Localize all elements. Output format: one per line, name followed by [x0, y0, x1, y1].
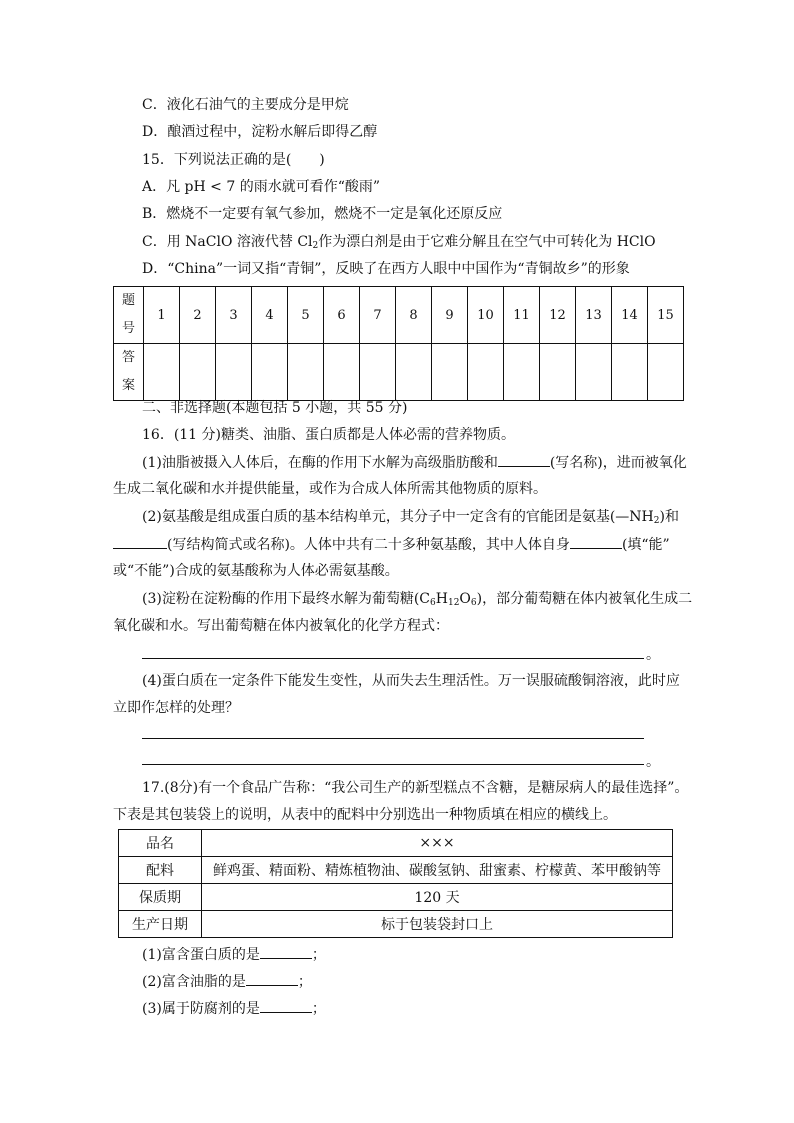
q17-stem-line1: 17.(8分)有一个食品广告称：“我公司生产的新型糕点不含糖，是糖尿病人的最佳选择”。 [142, 780, 689, 796]
table-value: 鲜鸡蛋、精面粉、精炼植物油、碳酸氢钠、甜蜜素、柠檬黄、苯甲酸钠等 [202, 857, 673, 884]
answer-cell[interactable] [576, 344, 612, 401]
answer-cell[interactable] [648, 344, 684, 401]
table-row [119, 911, 673, 938]
q16-stem: 16．(11 分)糖类、油脂、蛋白质都是人体必需的营养物质。 [142, 427, 516, 443]
section2-title: 二、非选择题(本题包括 5 小题，共 55 分) [142, 400, 408, 416]
q16-part4-line2: 立即作怎样的处理？ [113, 700, 239, 716]
q16-part2-line3: 或“不能”)合成的氨基酸称为人体必需氨基酸。 [113, 563, 399, 579]
answer-cell[interactable] [396, 344, 432, 401]
answer-line[interactable] [142, 738, 644, 739]
table-row [119, 857, 673, 884]
q16-part2-line2: (写结构简式或名称)。人体中共有二十多种氨基酸，其中人体自身 (填“能” [113, 534, 670, 555]
answer-cell[interactable] [324, 344, 360, 401]
q15-option-a: A．凡 pH < 7 的雨水就可看作“酸雨” [142, 179, 381, 195]
table-value: ××× [202, 830, 673, 857]
q14-option-d: D．酿酒过程中，淀粉水解后即得乙醇 [142, 124, 378, 140]
q16-part1-line1: (1)油脂被摄入人体后，在酶的作用下水解为高级脂肪酸和 (写名称)，进而被氧化 [142, 452, 687, 473]
answer-number: 6 [324, 287, 360, 344]
q16-part1-line2: 生成二氧化碳和水并提供能量，或作为合成人体所需其他物质的原料。 [113, 481, 547, 497]
answer-cell[interactable] [360, 344, 396, 401]
q14-option-c: C．液化石油气的主要成分是甲烷 [142, 97, 349, 113]
table-key: 品名 [119, 830, 202, 857]
answer-number: 8 [396, 287, 432, 344]
answer-grid-number-header: 题 号 [114, 287, 144, 344]
answer-number: 3 [216, 287, 252, 344]
q15-option-d: D．“China”一词又指“青铜”，反映了在西方人眼中中国作为“青铜故乡”的形象 [142, 261, 630, 277]
answer-cell[interactable] [540, 344, 576, 401]
answer-grid-answer-row [114, 344, 684, 401]
answer-number: 15 [648, 287, 684, 344]
answer-blank[interactable] [570, 534, 622, 549]
answer-line[interactable] [142, 658, 644, 659]
q16-part3-line1: (3)淀粉在淀粉酶的作用下最终水解为葡萄糖$(C_6H_{12}O_6)$，部分葡萄糖在体内被氧化生成二 [142, 591, 693, 608]
answer-blank[interactable] [246, 971, 298, 986]
q17-sub2: (2)富含油脂的是 ； [142, 971, 312, 992]
answer-cell[interactable] [504, 344, 540, 401]
answer-number: 1 [144, 287, 180, 344]
q17-stem-line2: 下表是其包装袋上的说明，从表中的配料中分别选出一种物质填在相应的横线上。 [113, 807, 617, 823]
answer-blank[interactable] [260, 944, 312, 959]
answer-number: 9 [432, 287, 468, 344]
period: 。 [646, 647, 660, 663]
q16-part2-line1: (2)氨基酸是组成蛋白质的基本结构单元，其分子中一定含有的官能团是氨基$(—NH_2)$和 [142, 509, 679, 526]
answer-number: 10 [468, 287, 504, 344]
answer-blank[interactable] [260, 998, 312, 1013]
answer-number: 14 [612, 287, 648, 344]
answer-cell[interactable] [180, 344, 216, 401]
table-key: 配料 [119, 857, 202, 884]
answer-grid-answer-header: 答 案 [114, 344, 144, 401]
answer-cell[interactable] [252, 344, 288, 401]
answer-cell[interactable] [612, 344, 648, 401]
table-key: 生产日期 [119, 911, 202, 938]
q17-sub1: (1)富含蛋白质的是 ； [142, 944, 326, 965]
answer-grid [113, 286, 684, 401]
q15-option-c: C．用 NaClO 溶液代替 $Cl_2$作为漂白剂是由于它难分解且在空气中可转化为 HClO [142, 234, 656, 251]
period: 。 [646, 754, 660, 770]
q17-sub3: (3)属于防腐剂的是 ； [142, 998, 326, 1019]
table-value: 120 天 [202, 884, 673, 911]
q15-option-b: B．燃烧不一定要有氧气参加，燃烧不一定是氧化还原反应 [142, 206, 503, 222]
ingredient-table [118, 829, 673, 938]
answer-cell[interactable] [468, 344, 504, 401]
answer-cell[interactable] [144, 344, 180, 401]
table-key: 保质期 [119, 884, 202, 911]
answer-line[interactable] [142, 764, 644, 765]
answer-cell[interactable] [288, 344, 324, 401]
table-value: 标于包装袋封口上 [202, 911, 673, 938]
answer-number: 2 [180, 287, 216, 344]
answer-number: 5 [288, 287, 324, 344]
answer-cell[interactable] [216, 344, 252, 401]
answer-grid-number-row [114, 287, 684, 344]
q15-stem: 15．下列说法正确的是( ) [142, 152, 325, 168]
answer-number: 7 [360, 287, 396, 344]
q16-part3-line2: 氧化碳和水。写出葡萄糖在体内被氧化的化学方程式： [113, 618, 449, 634]
answer-number: 4 [252, 287, 288, 344]
answer-number: 11 [504, 287, 540, 344]
answer-number: 12 [540, 287, 576, 344]
answer-blank[interactable] [113, 534, 167, 549]
answer-number: 13 [576, 287, 612, 344]
answer-cell[interactable] [432, 344, 468, 401]
q16-part4-line1: (4)蛋白质在一定条件下能发生变性，从而失去生理活性。万一误服硫酸铜溶液，此时应 [142, 673, 680, 689]
answer-blank[interactable] [498, 452, 550, 467]
table-row [119, 830, 673, 857]
table-row [119, 884, 673, 911]
